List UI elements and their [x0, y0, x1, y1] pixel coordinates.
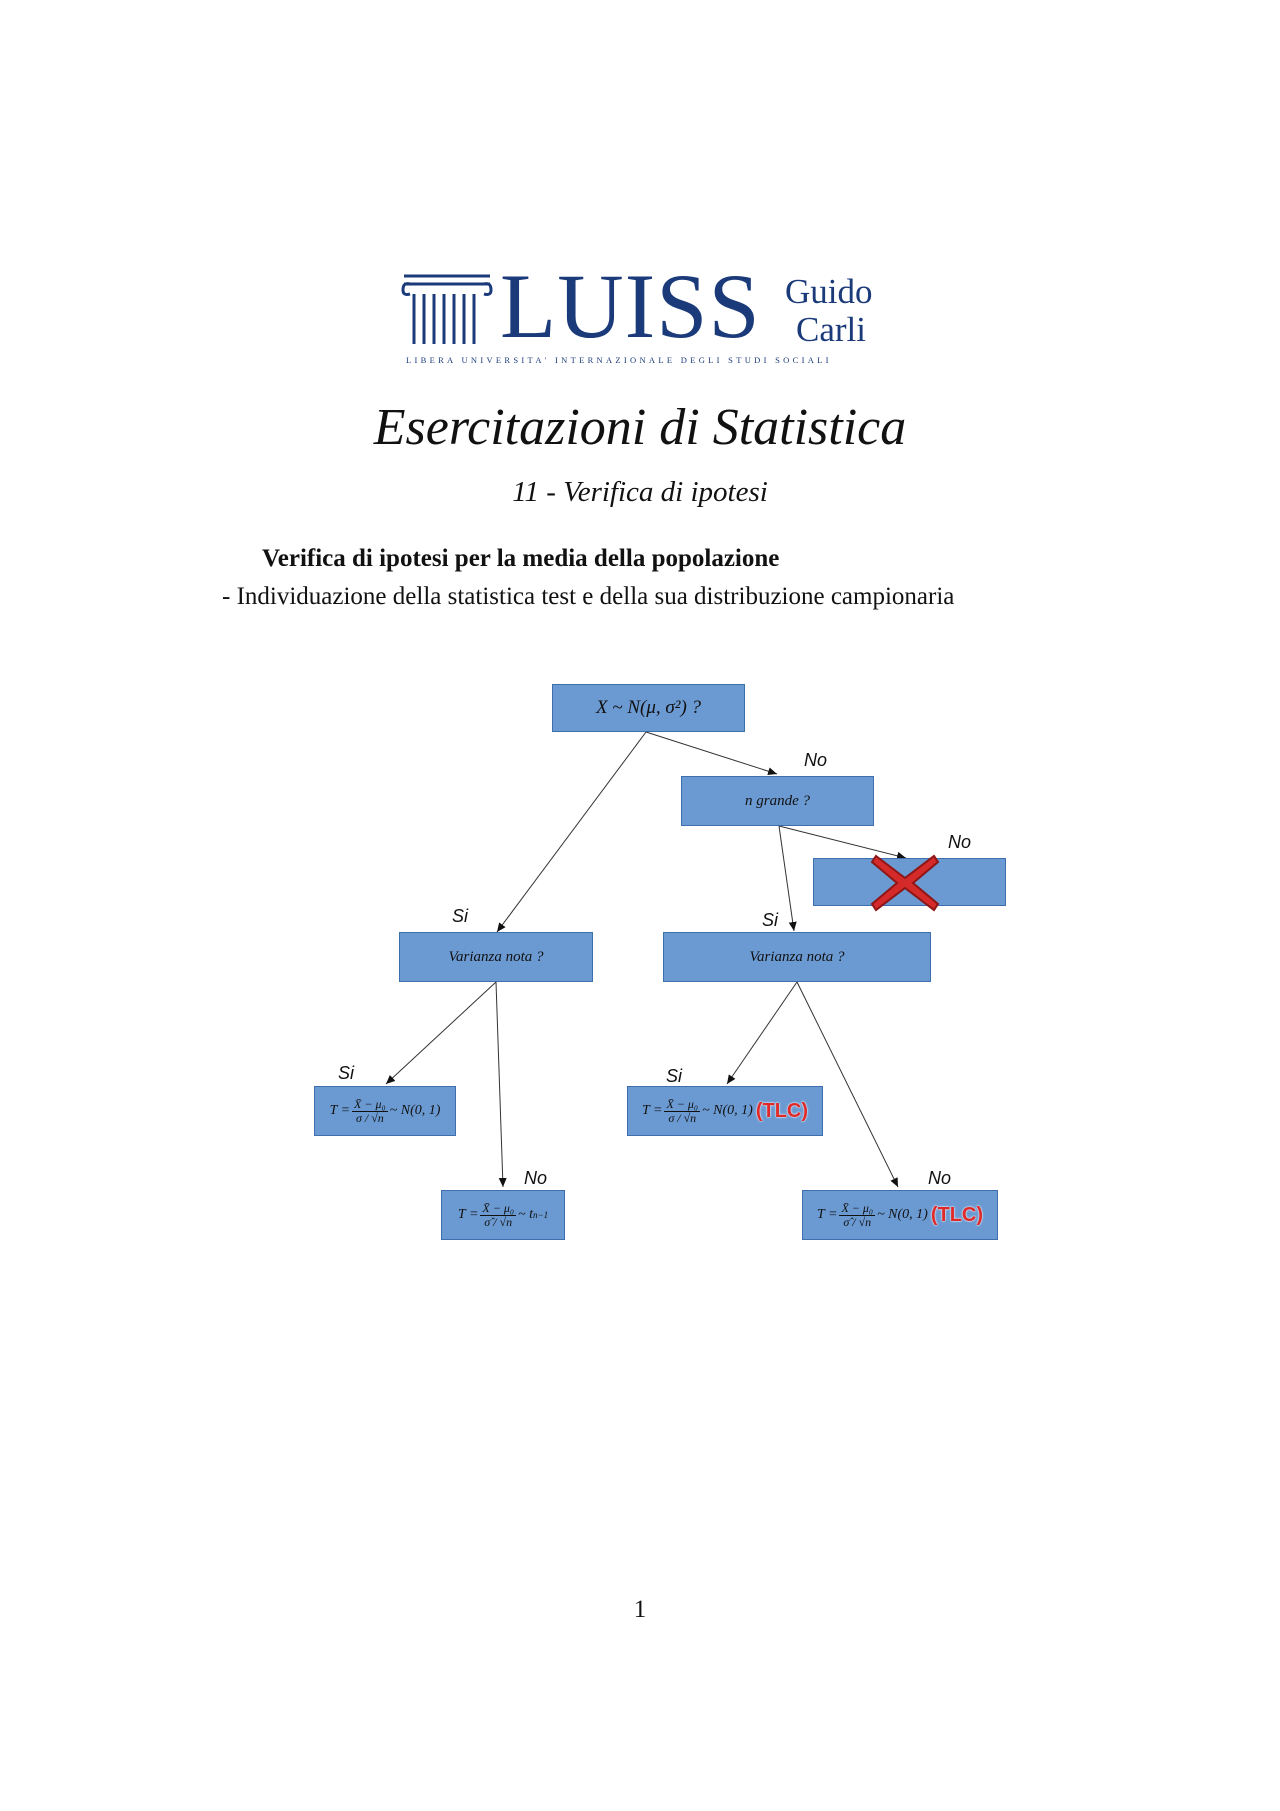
- edge-right-si: [727, 982, 797, 1084]
- node-z-known-variance: [314, 1086, 456, 1136]
- formula-numerator: X̄ − μ₀: [482, 1200, 515, 1215]
- formula-subscript: n−1: [533, 1210, 549, 1220]
- formula-denominator: σ / √n: [668, 1110, 697, 1125]
- formula-distribution: ~ N(0, 1): [389, 1103, 441, 1118]
- node-varianza-right-text: Varianza nota ?: [749, 948, 845, 965]
- formula-denominator: σ̂ / √n: [484, 1214, 513, 1229]
- formula-numerator: X̄ − μ₀: [354, 1096, 386, 1111]
- formula-distribution: ~ N(0, 1): [877, 1207, 928, 1222]
- label-ngrande-no: No: [948, 832, 972, 852]
- logo-subtitle: LIBERA UNIVERSITA' INTERNAZIONALE DEGLI STUDI SOCIALI: [406, 355, 832, 365]
- formula-denominator: σ̂ / √n: [843, 1214, 872, 1229]
- node-n-grande: [681, 776, 874, 826]
- section-heading: Verifica di ipotesi per la media della popolazione: [262, 545, 780, 572]
- label-left-no: No: [524, 1168, 548, 1188]
- formula-fraction: [664, 1098, 700, 1124]
- formula-T: T =: [816, 1207, 838, 1222]
- node-t-unknown-variance: [441, 1190, 565, 1240]
- section-subheading: - Individuazione della statistica test e della sua distribuzione campionaria: [222, 583, 955, 610]
- red-x-icon: [866, 848, 944, 918]
- logo-luiss-text: LUISS: [500, 255, 761, 357]
- document-title: Esercitazioni di Statistica: [373, 399, 907, 456]
- label-left-si: Si: [338, 1063, 355, 1083]
- node-varianza-nota-left: [399, 932, 593, 982]
- formula-fraction: [839, 1202, 875, 1228]
- column-icon: [400, 270, 495, 348]
- formula-fraction: [352, 1098, 388, 1124]
- document-subtitle: 11 - Verifica di ipotesi: [512, 476, 768, 508]
- edge-ngrande-varianza-right: [779, 826, 794, 931]
- edge-root-varianza-left: [497, 732, 646, 932]
- formula-distribution: ~ t: [518, 1207, 533, 1222]
- node-n-grande-text: n grande ?: [745, 792, 810, 809]
- formula-numerator: X̄ − μ₀: [666, 1096, 699, 1111]
- edge-root-ngrande: [646, 732, 777, 774]
- edge-right-no: [797, 982, 898, 1187]
- logo-carli-text: Carli: [796, 310, 866, 349]
- label-right-si: Si: [666, 1066, 683, 1086]
- label-root-no: No: [804, 750, 828, 770]
- formula-denominator: σ / √n: [355, 1110, 384, 1125]
- label-right-no: No: [928, 1168, 952, 1188]
- node-z-tlc-known-variance: [627, 1086, 823, 1136]
- node-varianza-left-text: Varianza nota ?: [448, 948, 544, 965]
- label-root-si: Si: [452, 906, 469, 926]
- formula-distribution: ~ N(0, 1): [702, 1103, 753, 1118]
- label-ngrande-si: Si: [762, 910, 779, 930]
- tlc-label: (TLC): [755, 1099, 809, 1122]
- luiss-logo: [400, 255, 880, 368]
- node-root-text: X ~ N(μ, σ²) ?: [595, 697, 702, 718]
- node-root-distribution: [552, 684, 745, 732]
- formula-T: T =: [329, 1103, 351, 1118]
- edge-left-si: [386, 982, 496, 1084]
- formula-numerator: X̄ − μ₀: [841, 1200, 874, 1215]
- edge-left-no: [496, 982, 503, 1187]
- node-rejected: [813, 858, 1006, 906]
- formula-fraction: [480, 1202, 516, 1228]
- formula-T: T =: [641, 1103, 663, 1118]
- page-number: 1: [633, 1596, 647, 1623]
- logo-guido-text: Guido: [785, 272, 873, 311]
- tlc-label: (TLC): [930, 1203, 984, 1226]
- formula-T: T =: [457, 1207, 479, 1222]
- node-z-tlc-unknown-variance: [802, 1190, 998, 1240]
- node-varianza-nota-right: [663, 932, 931, 982]
